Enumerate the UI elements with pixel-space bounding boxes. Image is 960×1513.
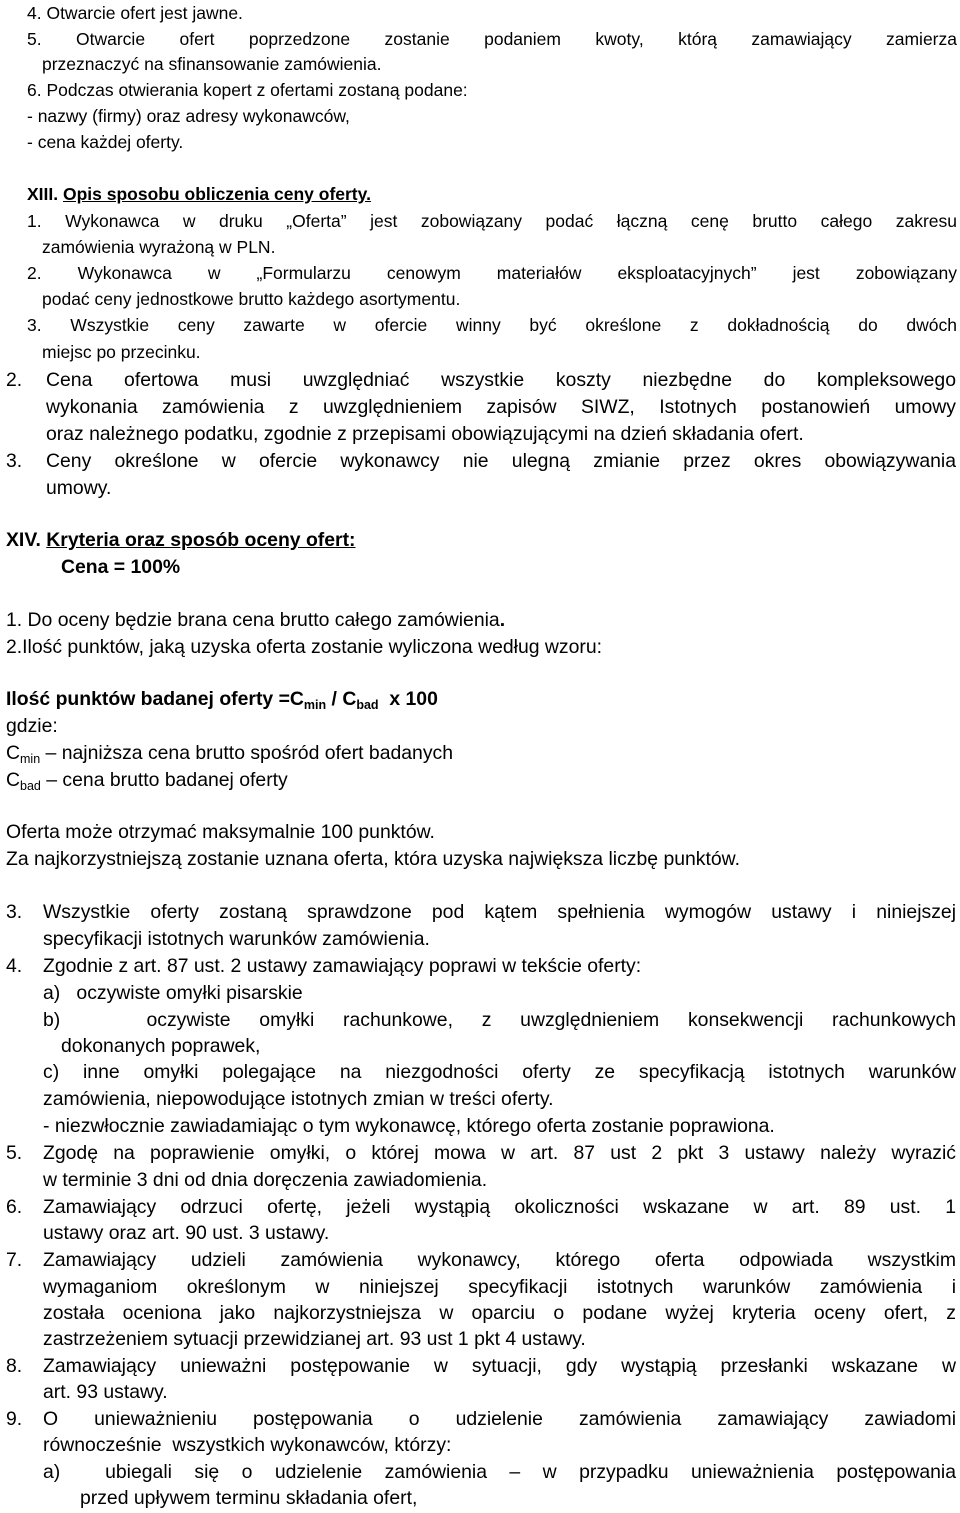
text-line: b) oczywiste omyłki rachunkowe, z uwzględnieniem konsekwencji rachunkowych — [43, 1009, 956, 1031]
section-title: Opis sposobu obliczenia ceny oferty. — [63, 184, 371, 204]
text-line: - nazwy (firmy) oraz adresy wykonawców, — [27, 106, 350, 126]
section-heading — [27, 186, 371, 204]
text-line: zastrzeżeniem sytuacji przewidzianej art. 93 ust 1 pkt 4 ustawy. — [43, 1328, 586, 1350]
text-line: 2. Wykonawca w „Formularzu cenowym materiałów eksploatacyjnych” jest zobowiązany — [27, 263, 957, 283]
text-line: 1. Do oceny będzie brana cena brutto całego zamówienia. — [6, 609, 506, 631]
item-number: 3. — [6, 450, 23, 472]
item-number: 6. — [6, 1196, 23, 1218]
criteria-line: Cena = 100% — [61, 556, 181, 578]
text-line: Zamawiający odrzuci ofertę, jeżeli wystąpią okoliczności wskazane w art. 89 ust. 1 — [43, 1196, 956, 1218]
text-line: została oceniona jako najkorzystniejsza w oparciu o podane wyżej kryteria oceny ofert, z — [43, 1302, 956, 1324]
text-line: 5. Otwarcie ofert poprzedzone zostanie podaniem kwoty, którą zamawiający zamierza — [27, 29, 957, 49]
text-line: Zgodnie z art. 87 ust. 2 ustawy zamawiający poprawi w tekście oferty: — [43, 955, 642, 977]
item-number: 8. — [6, 1355, 23, 1377]
text-line: przeznaczyć na sfinansowanie zamówienia. — [42, 54, 382, 74]
text-line: - cena każdej oferty. — [27, 132, 184, 152]
text-line: równocześnie wszystkich wykonawców, którzy: — [43, 1434, 452, 1456]
text-line: 4. Otwarcie ofert jest jawne. — [27, 3, 243, 23]
text-line: a) oczywiste omyłki pisarskie — [43, 982, 303, 1004]
text-line: oraz należnego podatku, zgodnie z przepisami obowiązującymi na dzień składania ofert. — [46, 423, 804, 445]
definition-cmin: $C_{min}$ – najniższa cena brutto spośród ofert badanych — [6, 742, 454, 766]
text-line: gdzie: — [6, 715, 58, 737]
formula: Ilość punktów badanej oferty $=C_{min} / C_{bad}$ x 100 — [6, 688, 438, 712]
item-number: 7. — [6, 1249, 23, 1271]
text-line: przed upływem terminu składania ofert, — [80, 1487, 418, 1509]
text-line: Zgodę na poprawienie omyłki, o której mowa w art. 87 ust 2 pkt 3 ustawy należy wyrazić — [43, 1142, 956, 1164]
text-line: O unieważnieniu postępowania o udzielenie zamówienia zamawiający zawiadomi — [43, 1408, 956, 1430]
text-line: Cena ofertowa musi uwzględniać wszystkie koszty niezbędne do kompleksowego — [46, 369, 956, 391]
text-line: a) ubiegali się o udzielenie zamówienia – w przypadku unieważnienia postępowania — [43, 1461, 956, 1483]
text-line: dokonanych poprawek, — [61, 1035, 261, 1057]
text-line: wykonania zamówienia z uwzględnieniem zapisów SIWZ, Istotnych postanowień umowy — [46, 396, 956, 418]
text-line: w terminie 3 dni od dnia doręczenia zawiadomienia. — [43, 1169, 488, 1191]
item-number: 3. — [6, 901, 23, 923]
text-line: zamówienia wyrażoną w PLN. — [42, 237, 276, 257]
item-number: 5. — [6, 1142, 23, 1164]
text-line: specyfikacji istotnych warunków zamówienia. — [43, 928, 430, 950]
document-page — [6, 0, 956, 1513]
text-line: Wszystkie oferty zostaną sprawdzone pod kątem spełnienia wymogów ustawy i niniejszej — [43, 901, 956, 923]
text-line: zamówienia, niepowodujące istotnych zmian w treści oferty. — [43, 1088, 554, 1110]
text-line: Zamawiający udzieli zamówienia wykonawcy, którego oferta odpowiada wszystkim — [43, 1249, 956, 1271]
text-line: Oferta może otrzymać maksymalnie 100 punktów. — [6, 821, 435, 843]
section-number: XIII. — [27, 184, 59, 204]
text-line: 6. Podczas otwierania kopert z ofertami zostaną podane: — [27, 80, 468, 100]
section-heading — [6, 531, 356, 550]
text-line: umowy. — [46, 477, 112, 499]
definition-cbad: $C_{bad}$ – cena brutto badanej oferty — [6, 769, 288, 793]
item-number: 2. — [6, 369, 23, 391]
item-number: 9. — [6, 1408, 23, 1430]
text-line: - niezwłocznie zawiadamiając o tym wykonawcę, którego oferta zostanie poprawiona. — [43, 1115, 775, 1137]
text-line: wymaganiom określonym w niniejszej specyfikacji istotnych warunków zamówienia i — [43, 1276, 956, 1298]
text-line: 3. Wszystkie ceny zawarte w ofercie winny być określone z dokładnością do dwóch — [27, 315, 957, 335]
text-line: c) inne omyłki polegające na niezgodności oferty ze specyfikacją istotnych warunków — [43, 1061, 956, 1083]
text-line: miejsc po przecinku. — [42, 342, 201, 362]
text-line: Zamawiający unieważni postępowanie w sytuacji, gdy wystąpią przesłanki wskazane w — [43, 1355, 956, 1377]
section-number: XIV. — [6, 529, 41, 551]
section-title: Kryteria oraz sposób oceny ofert: — [46, 529, 356, 551]
text-line: ustawy oraz art. 90 ust. 3 ustawy. — [43, 1222, 330, 1244]
text-line: art. 93 ustawy. — [43, 1381, 168, 1403]
text-line: podać ceny jednostkowe brutto każdego asortymentu. — [42, 289, 461, 309]
text-line: 1. Wykonawca w druku „Oferta” jest zobowiązany podać łączną cenę brutto całego zakresu — [27, 211, 957, 231]
text-line: Ceny określone w ofercie wykonawcy nie ulegną zmianie przez okres obowiązywania — [46, 450, 956, 472]
item-number: 4. — [6, 955, 23, 977]
text-line: Za najkorzystniejszą zostanie uznana oferta, która uzyska największa liczbę punktów. — [6, 848, 740, 870]
text-line: 2.Ilość punktów, jaką uzyska oferta zostanie wyliczona według wzoru: — [6, 636, 603, 658]
